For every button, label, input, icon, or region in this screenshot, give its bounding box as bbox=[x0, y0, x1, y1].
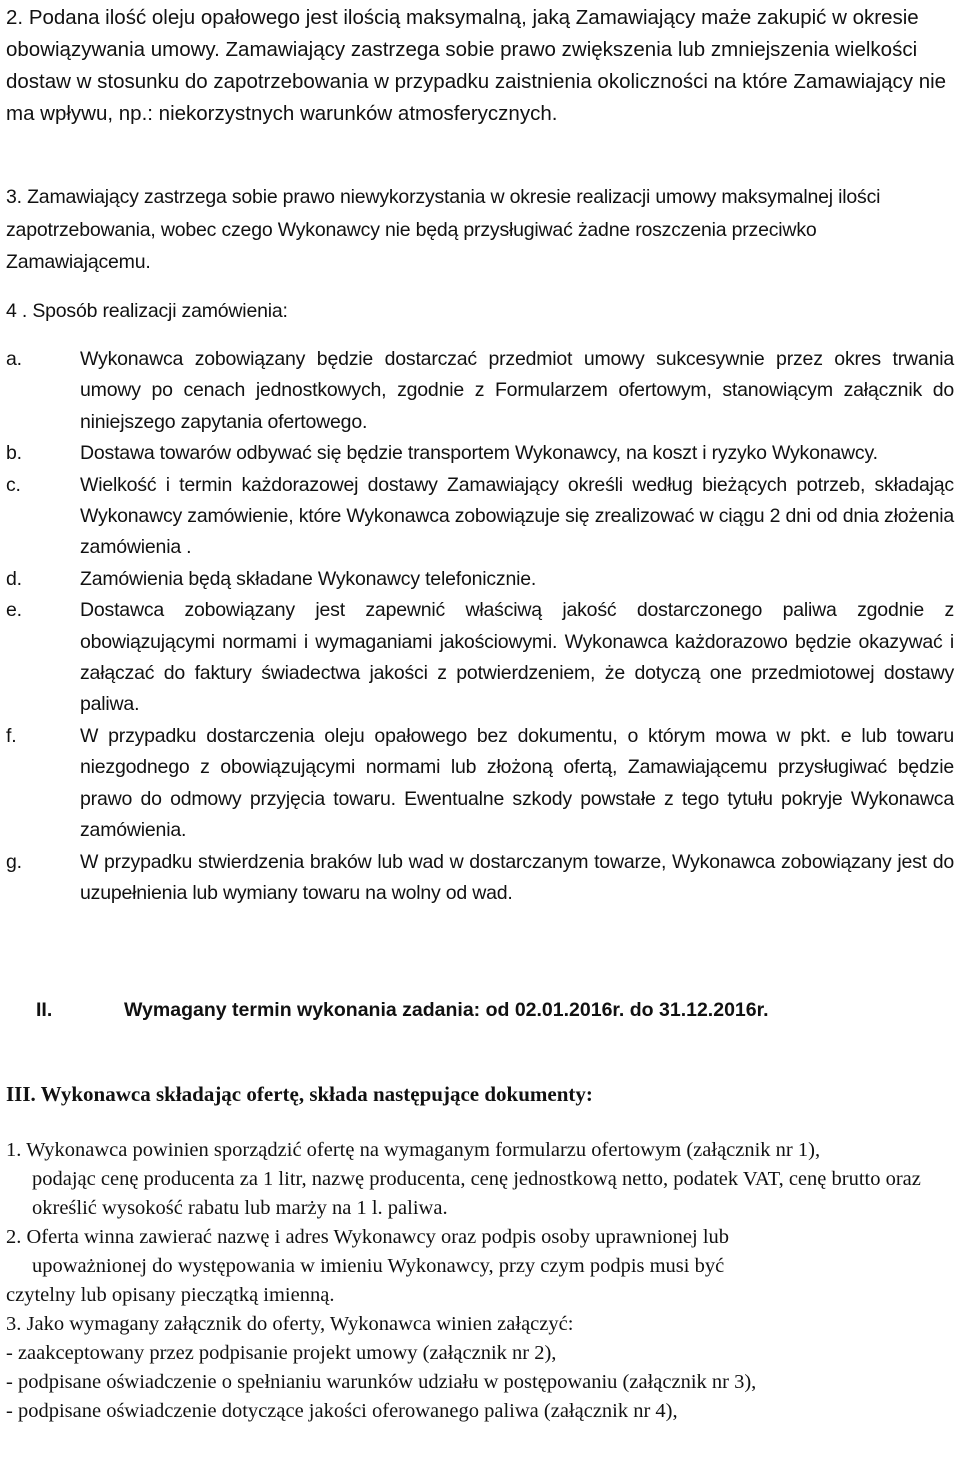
section-3-paragraph bbox=[6, 181, 954, 279]
list-item bbox=[6, 721, 954, 847]
list-item-text: Wykonawca zobowiązany będzie dostarczać przedmiot umowy sukcesywnie przez okres trwania umowy po cenach jednostkowych, zgodnie z Formularzem ofertowym, stanowiącym załącznik do niniejszego zapytania ofertowego. bbox=[80, 348, 954, 433]
section-ii-number: II. bbox=[36, 999, 53, 1021]
list-item-text: Zamówienia będą składane Wykonawcy telefonicznie. bbox=[80, 567, 537, 590]
attachment-bullet: - zaakceptowany przez podpisanie projekt umowy (załącznik nr 2), bbox=[6, 1342, 557, 1364]
section-4-number: 4 . bbox=[6, 300, 28, 322]
section-iii-heading: III. Wykonawca składając ofertę, składa następujące dokumenty: bbox=[6, 1082, 593, 1106]
section-iii-point-2: 2. Oferta winna zawierać nazwę i adres Wykonawcy oraz podpis osoby uprawnionej lub bbox=[6, 1226, 730, 1248]
section-2-text: Podana ilość oleju opałowego jest ilością maksymalną, jaką Zamawiający maże zakupić w okresie obowiązywania umowy. Zamawiający zastrzega sobie prawo zwiększenia lub zmniejszenia wielkości dostaw w stosunku do zapotrzebowania w przypadku zaistnienia okoliczności na które Zamawiający nie ma wpływu, np.: niekorzystnych warunków atmosferycznych. bbox=[6, 6, 947, 125]
list-item-label: d. bbox=[6, 567, 22, 590]
list-item-label: g. bbox=[6, 850, 22, 873]
list-item-label: f. bbox=[6, 724, 17, 747]
list-item bbox=[6, 564, 954, 595]
list-item-label: b. bbox=[6, 442, 22, 465]
list-item-text: W przypadku dostarczenia oleju opałowego bez dokumentu, o którym mowa w pkt. e lub towaru niezgodnego z obowiązującymi normami lub złożoną ofertą, Zamawiającemu przysługiwać będzie prawo do odmowy przyjęcia towaru. Ewentualne szkody powstałe z tego tytułu pokryje Wykonawca zamówienia. bbox=[80, 724, 954, 842]
section-iii-point-2-detail: upoważnionej do występowania w imieniu Wykonawcy, przy czym podpis musi być bbox=[32, 1255, 725, 1277]
list-item-label: e. bbox=[6, 599, 22, 622]
list-item-text: Wielkość i termin każdorazowej dostawy Zamawiający określi według bieżących potrzeb, składając Wykonawcy zamówienie, które Wykonawca zobowiązuje się zrealizować w ciągu 2 dni od dnia złożenia zamówienia . bbox=[80, 473, 954, 559]
section-iii-body bbox=[6, 1136, 956, 1426]
section-iii-point-2-tail: czytelny lub opisany pieczątką imienną. bbox=[6, 1284, 335, 1306]
list-item bbox=[6, 847, 954, 910]
section-2-number: 2. bbox=[6, 6, 24, 29]
list-item bbox=[6, 438, 954, 469]
attachment-bullet: - podpisane oświadczenie o spełnianiu warunków udziału w postępowaniu (załącznik nr 3), bbox=[6, 1371, 757, 1393]
section-3-text: Zamawiający zastrzega sobie prawo niewykorzystania w okresie realizacji umowy maksymalnej ilości zapotrzebowania, wobec czego Wykonawcy nie będą przysługiwać żadne roszczenia przeciwko Zamawiającemu. bbox=[6, 186, 881, 273]
section-4-title: Sposób realizacji zamówienia: bbox=[32, 300, 288, 322]
section-2-paragraph bbox=[6, 2, 954, 130]
list-item-label: a. bbox=[6, 348, 22, 370]
list-item bbox=[6, 344, 954, 438]
list-item-text: Dostawa towarów odbywać się będzie transportem Wykonawcy, na koszt i ryzyko Wykonawcy. bbox=[80, 442, 878, 465]
list-item-text: Dostawca zobowiązany jest zapewnić właściwą jakość dostarczonego paliwa zgodnie z obowiązującymi normami i wymaganiami jakościowymi. Wykonawca każdorazowo będzie okazywać i załączać do faktury świadectwa jakości z potwierdzeniem, że dotyczą one przedmiotowej dostawy paliwa. bbox=[80, 599, 954, 716]
section-iii-point-3: 3. Jako wymagany załącznik do oferty, Wykonawca winien załączyć: bbox=[6, 1313, 574, 1335]
list-item-label: c. bbox=[6, 473, 21, 496]
delivery-conditions-list bbox=[6, 344, 954, 909]
list-item bbox=[6, 595, 954, 721]
section-iii-point-1-detail: podając cenę producenta za 1 litr, nazwę producenta, cenę jednostkową netto, podatek VAT, cenę brutto oraz określić wysokość rabatu lub marży na 1 l. paliwa. bbox=[32, 1168, 921, 1219]
section-3-number: 3. bbox=[6, 186, 22, 208]
list-item-text: W przypadku stwierdzenia braków lub wad w dostarczanym towarze, Wykonawca zobowiązany jest do uzupełnienia lub wymiany towaru na wolny od wad. bbox=[80, 850, 954, 904]
section-4-heading bbox=[6, 295, 954, 327]
section-ii-text: Wymagany termin wykonania zadania: od 02.01.2016r. do 31.12.2016r. bbox=[124, 999, 769, 1021]
section-iii-point-1: 1. Wykonawca powinien sporządzić ofertę na wymaganym formularzu ofertowym (załącznik nr 1), bbox=[6, 1139, 821, 1161]
attachment-bullet: - podpisane oświadczenie dotyczące jakości oferowanego paliwa (załącznik nr 4), bbox=[6, 1400, 678, 1422]
section-ii-heading bbox=[36, 996, 936, 1024]
list-item bbox=[6, 470, 954, 564]
